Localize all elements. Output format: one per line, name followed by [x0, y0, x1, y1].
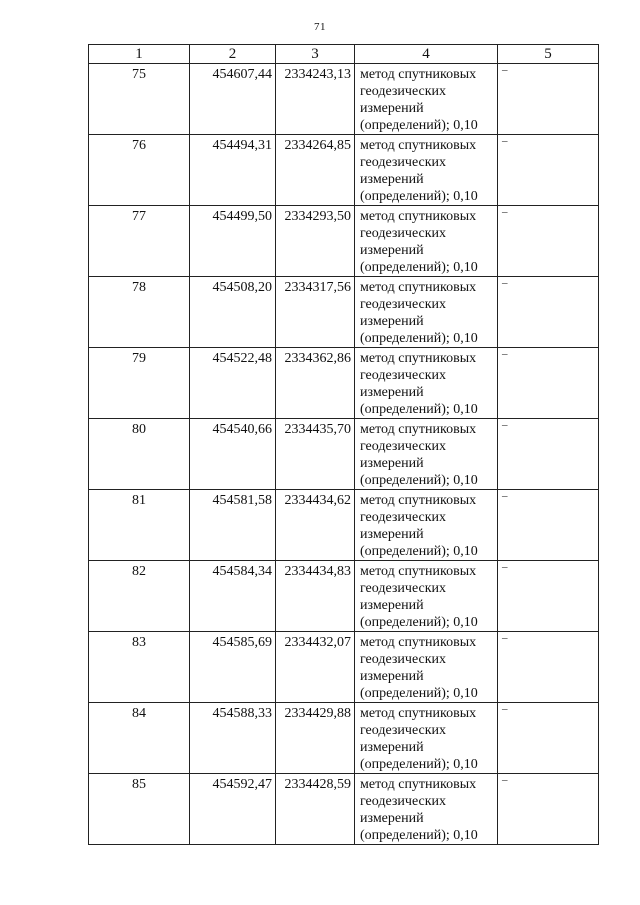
y-coordinate-cell: 2334293,50 — [276, 206, 355, 277]
y-coordinate-cell: 2334434,83 — [276, 561, 355, 632]
y-coordinate-cell: 2334434,62 — [276, 490, 355, 561]
x-coordinate-cell: 454584,34 — [190, 561, 276, 632]
x-coordinate-cell: 454588,33 — [190, 703, 276, 774]
method-cell: метод спутниковых геодезических измерений (определений); 0,10 — [355, 490, 498, 561]
x-coordinate-cell: 454581,58 — [190, 490, 276, 561]
x-coordinate-cell: 454540,66 — [190, 419, 276, 490]
table-row — [89, 348, 599, 419]
y-coordinate-cell: 2334428,59 — [276, 774, 355, 845]
y-coordinate-cell: 2334264,85 — [276, 135, 355, 206]
point-number-cell: 80 — [89, 419, 190, 490]
point-number-cell: 75 — [89, 64, 190, 135]
table-row — [89, 206, 599, 277]
table-header-row — [89, 45, 599, 64]
x-coordinate-cell: 454522,48 — [190, 348, 276, 419]
point-number-cell: 79 — [89, 348, 190, 419]
table-row — [89, 774, 599, 845]
header-col-1: 1 — [89, 45, 190, 64]
point-number-cell: 83 — [89, 632, 190, 703]
header-col-5: 5 — [498, 45, 599, 64]
method-cell: метод спутниковых геодезических измерений (определений); 0,10 — [355, 774, 498, 845]
point-number-cell: 82 — [89, 561, 190, 632]
note-cell: – — [498, 561, 599, 632]
method-cell: метод спутниковых геодезических измерений (определений); 0,10 — [355, 348, 498, 419]
point-number-cell: 85 — [89, 774, 190, 845]
y-coordinate-cell: 2334243,13 — [276, 64, 355, 135]
point-number-cell: 84 — [89, 703, 190, 774]
table-row — [89, 277, 599, 348]
page-number: 71 — [314, 21, 326, 33]
method-cell: метод спутниковых геодезических измерений (определений); 0,10 — [355, 419, 498, 490]
x-coordinate-cell: 454607,44 — [190, 64, 276, 135]
note-cell: – — [498, 206, 599, 277]
y-coordinate-cell: 2334362,86 — [276, 348, 355, 419]
note-cell: – — [498, 490, 599, 561]
method-cell: метод спутниковых геодезических измерений (определений); 0,10 — [355, 135, 498, 206]
note-cell: – — [498, 774, 599, 845]
point-number-cell: 78 — [89, 277, 190, 348]
header-col-4: 4 — [355, 45, 498, 64]
point-number-cell: 77 — [89, 206, 190, 277]
table-row — [89, 419, 599, 490]
table-row — [89, 490, 599, 561]
table-row — [89, 64, 599, 135]
method-cell: метод спутниковых геодезических измерений (определений); 0,10 — [355, 206, 498, 277]
method-cell: метод спутниковых геодезических измерений (определений); 0,10 — [355, 64, 498, 135]
note-cell: – — [498, 277, 599, 348]
note-cell: – — [498, 348, 599, 419]
point-number-cell: 81 — [89, 490, 190, 561]
table-row — [89, 632, 599, 703]
y-coordinate-cell: 2334429,88 — [276, 703, 355, 774]
table-row — [89, 135, 599, 206]
method-cell: метод спутниковых геодезических измерений (определений); 0,10 — [355, 277, 498, 348]
table-row — [89, 561, 599, 632]
y-coordinate-cell: 2334432,07 — [276, 632, 355, 703]
x-coordinate-cell: 454508,20 — [190, 277, 276, 348]
x-coordinate-cell: 454585,69 — [190, 632, 276, 703]
note-cell: – — [498, 703, 599, 774]
x-coordinate-cell: 454494,31 — [190, 135, 276, 206]
x-coordinate-cell: 454499,50 — [190, 206, 276, 277]
y-coordinate-cell: 2334435,70 — [276, 419, 355, 490]
method-cell: метод спутниковых геодезических измерений (определений); 0,10 — [355, 703, 498, 774]
y-coordinate-cell: 2334317,56 — [276, 277, 355, 348]
note-cell: – — [498, 632, 599, 703]
coordinates-table — [88, 44, 599, 845]
header-col-2: 2 — [190, 45, 276, 64]
point-number-cell: 76 — [89, 135, 190, 206]
note-cell: – — [498, 64, 599, 135]
header-col-3: 3 — [276, 45, 355, 64]
note-cell: – — [498, 419, 599, 490]
method-cell: метод спутниковых геодезических измерений (определений); 0,10 — [355, 632, 498, 703]
note-cell: – — [498, 135, 599, 206]
method-cell: метод спутниковых геодезических измерений (определений); 0,10 — [355, 561, 498, 632]
table-row — [89, 703, 599, 774]
x-coordinate-cell: 454592,47 — [190, 774, 276, 845]
